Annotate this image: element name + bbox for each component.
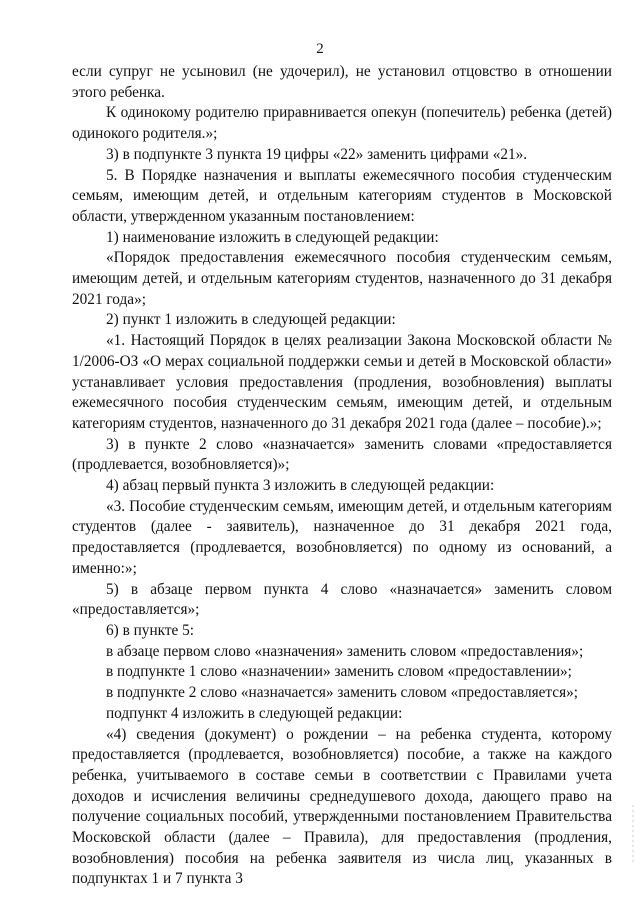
paragraph: в абзаце первом слово «назначения» заменить словом «предоставления»; — [106, 642, 584, 660]
paragraph: 4) абзац первый пункта 3 изложить в следующей редакции: — [106, 477, 495, 495]
paragraph: 5. В Порядке назначения и выплаты ежемесячного пособия студенческим семьям, имеющим детей, и отдельным категориям студентов в Московской области, утвержденном указанным постановлением: — [72, 166, 612, 225]
margin-mark — [628, 805, 638, 865]
paragraph: 1) наименование изложить в следующей редакции: — [106, 228, 439, 246]
paragraph: 5) в абзаце первом пункта 4 слово «назначается» заменить словом «предоставляется»; — [72, 580, 612, 619]
paragraph: 3) в пункте 2 слово «назначается» заменить словами «предоставляется (продлевается, возобновляется)»; — [72, 435, 612, 474]
paragraph: «4) сведения (документ) о рождении – на ребенка студента, которому предоставляется (продлевается, возобновляется) пособие, а также на каждого ребенка, учитываемого в составе семьи в соответствии с Правилами учета доходов и исчисления величины среднедушевого дохода, дающего право на получение социальных пособий, утвержденными постановлением Правительства Московской области (далее – Правила), для предоставления (продления, возобновления) пособия на ребенка заявителя из числа лиц, указанных в подпунктах 1 и 7 пункта 3 — [72, 725, 612, 888]
paragraph: 6) в пункте 5: — [106, 621, 195, 639]
paragraph: в подпункте 2 слово «назначается» заменить словом «предоставляется»; — [106, 684, 578, 702]
paragraph: в подпункте 1 слово «назначении» заменить словом «предоставлении»; — [106, 663, 572, 681]
paragraph: 3) в подпункте 3 пункта 19 цифры «22» заменить цифрами «21». — [106, 145, 528, 163]
paragraph: подпункт 4 изложить в следующей редакции: — [106, 704, 403, 722]
paragraph: К одинокому родителю приравнивается опекун (попечитель) ребенка (детей) одинокого родителя.»; — [72, 104, 612, 143]
document-body — [72, 62, 612, 890]
page-number: 2 — [316, 41, 324, 57]
paragraph: 2) пункт 1 изложить в следующей редакции: — [106, 311, 396, 329]
paragraph: если супруг не усыновил (не удочерил), не установил отцовство в отношении этого ребенка. — [72, 63, 612, 101]
paragraph: «Порядок предоставления ежемесячного пособия студенческим семьям, имеющим детей, и отдельным категориям студентов, назначенного до 31 декабря 2021 года»; — [72, 249, 612, 308]
paragraph: «3. Пособие студенческим семьям, имеющим детей, и отдельным категориям студентов (далее - заявитель), назначенное до 31 декабря 2021 года, предоставляется (продлевается, возобновляется) по одному из оснований, а именно:»; — [72, 497, 612, 577]
paragraph: «1. Настоящий Порядок в целях реализации Закона Московской области № 1/2006-ОЗ «О мерах социальной поддержки семьи и детей в Московской области» устанавливает условия предоставления (продления, возобновления) выплаты ежемесячного пособия студенческим семьям, имеющим детей, и отдельным категориям студентов, назначенного до 31 декабря 2021 года (далее – пособие).»; — [72, 332, 612, 432]
